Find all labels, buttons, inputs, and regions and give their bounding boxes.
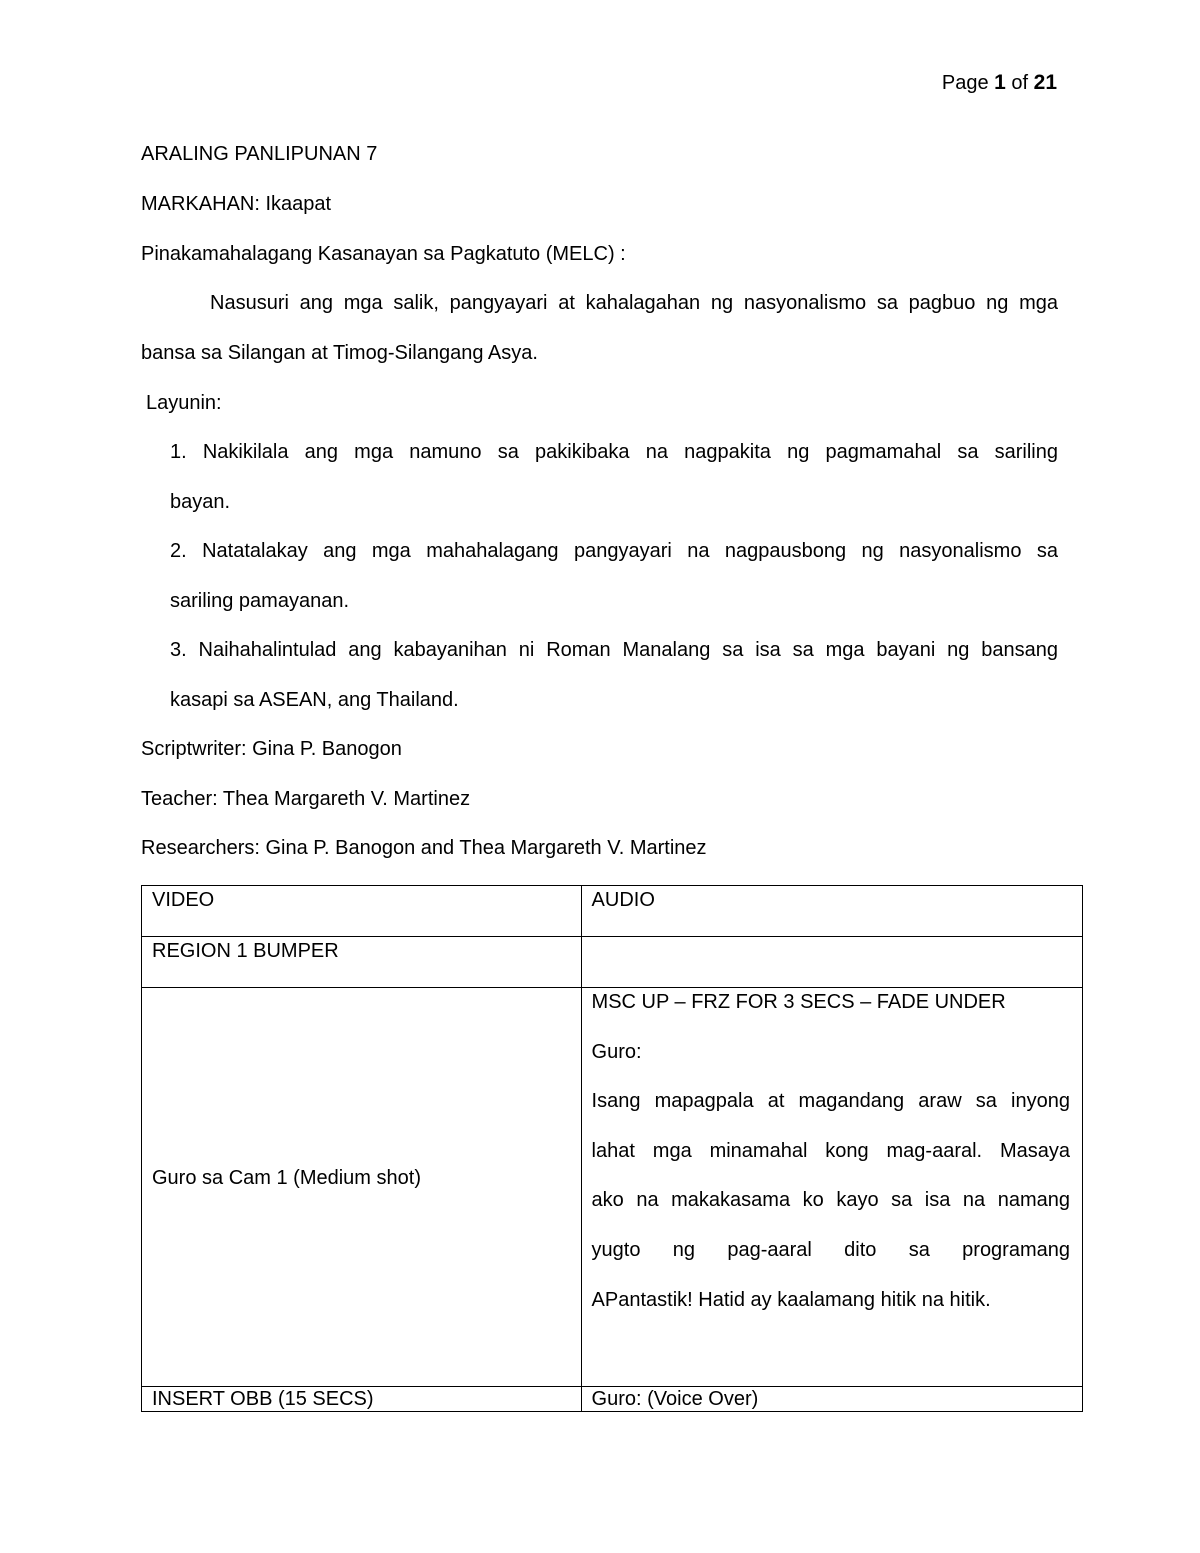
audio-line: yugto ng pag-aaral dito sa programang	[591, 1238, 1070, 1261]
audio-line: ako na makakasama ko kayo sa isa na namang	[591, 1189, 1070, 1212]
objective-1-line2: bayan.	[170, 491, 231, 513]
melc-text-line2: bansa sa Silangan at Timog-Silangang Asya.	[141, 342, 538, 364]
audio-cell	[581, 988, 1082, 1387]
table-row	[142, 1387, 1083, 1412]
video-header: VIDEO	[152, 889, 215, 911]
page-number: 1	[994, 71, 1006, 94]
layunin-label: Layunin:	[146, 392, 222, 414]
scriptwriter-line: Scriptwriter: Gina P. Banogon	[141, 738, 402, 760]
table-header-row	[142, 886, 1083, 937]
audio-cue: MSC UP – FRZ FOR 3 SECS – FADE UNDER	[591, 991, 1006, 1013]
page-indicator	[942, 71, 1057, 95]
objective-2-line2: sariling pamayanan.	[170, 590, 349, 612]
markahan-line: MARKAHAN: Ikaapat	[141, 193, 332, 215]
objective-1-line1: 1. Nakikilala ang mga namuno sa pakikibaka na nagpakita ng pagmamahal sa sariling	[170, 441, 1058, 463]
audio-header: AUDIO	[591, 889, 655, 911]
audio-text: Guro: (Voice Over)	[591, 1388, 759, 1410]
page-word: Page	[941, 72, 989, 94]
subject-title: ARALING PANLIPUNAN 7	[141, 143, 378, 165]
audio-line: lahat mga minamahal kong mag-aaral. Masaya	[591, 1139, 1070, 1162]
audio-cell	[581, 1387, 1082, 1412]
audio-speaker: Guro:	[591, 1040, 642, 1063]
objective-3-line1: 3. Naihahalintulad ang kabayanihan ni Roman Manalang sa isa sa mga bayani ng bansang	[170, 639, 1058, 661]
video-cell	[142, 1387, 582, 1412]
audio-line: APantastik! Hatid ay kaalamang hitik na hitik.	[591, 1288, 991, 1311]
video-cell	[142, 988, 582, 1387]
video-text: REGION 1 BUMPER	[152, 940, 339, 962]
objective-3-line2: kasapi sa ASEAN, ang Thailand.	[170, 689, 459, 711]
audio-cell	[581, 937, 1082, 988]
audio-text	[592, 937, 1070, 939]
researchers-line: Researchers: Gina P. Banogon and Thea Margareth V. Martinez	[141, 837, 707, 859]
melc-text-line1: Nasusuri ang mga salik, pangyayari at kahalagahan ng nasyonalismo sa pagbuo ng mga	[210, 292, 1058, 314]
of-word: of	[1011, 72, 1029, 94]
video-text: INSERT OBB (15 SECS)	[152, 1388, 374, 1410]
script-table	[141, 885, 1083, 1412]
objective-2-line1: 2. Natatalakay ang mga mahahalagang pangyayari na nagpausbong ng nasyonalismo sa	[170, 540, 1058, 562]
audio-line: Isang mapagpala at magandang araw sa inyong	[591, 1090, 1070, 1113]
table-row	[142, 937, 1083, 988]
melc-label: Pinakamahalagang Kasanayan sa Pagkatuto (MELC) :	[141, 243, 626, 265]
table-row	[142, 988, 1083, 1387]
video-text: Guro sa Cam 1 (Medium shot)	[152, 1167, 421, 1189]
video-cell	[142, 937, 582, 988]
page-total: 21	[1033, 71, 1057, 94]
video-header-cell	[142, 886, 582, 937]
audio-header-cell	[581, 886, 1082, 937]
teacher-line: Teacher: Thea Margareth V. Martinez	[141, 788, 471, 810]
